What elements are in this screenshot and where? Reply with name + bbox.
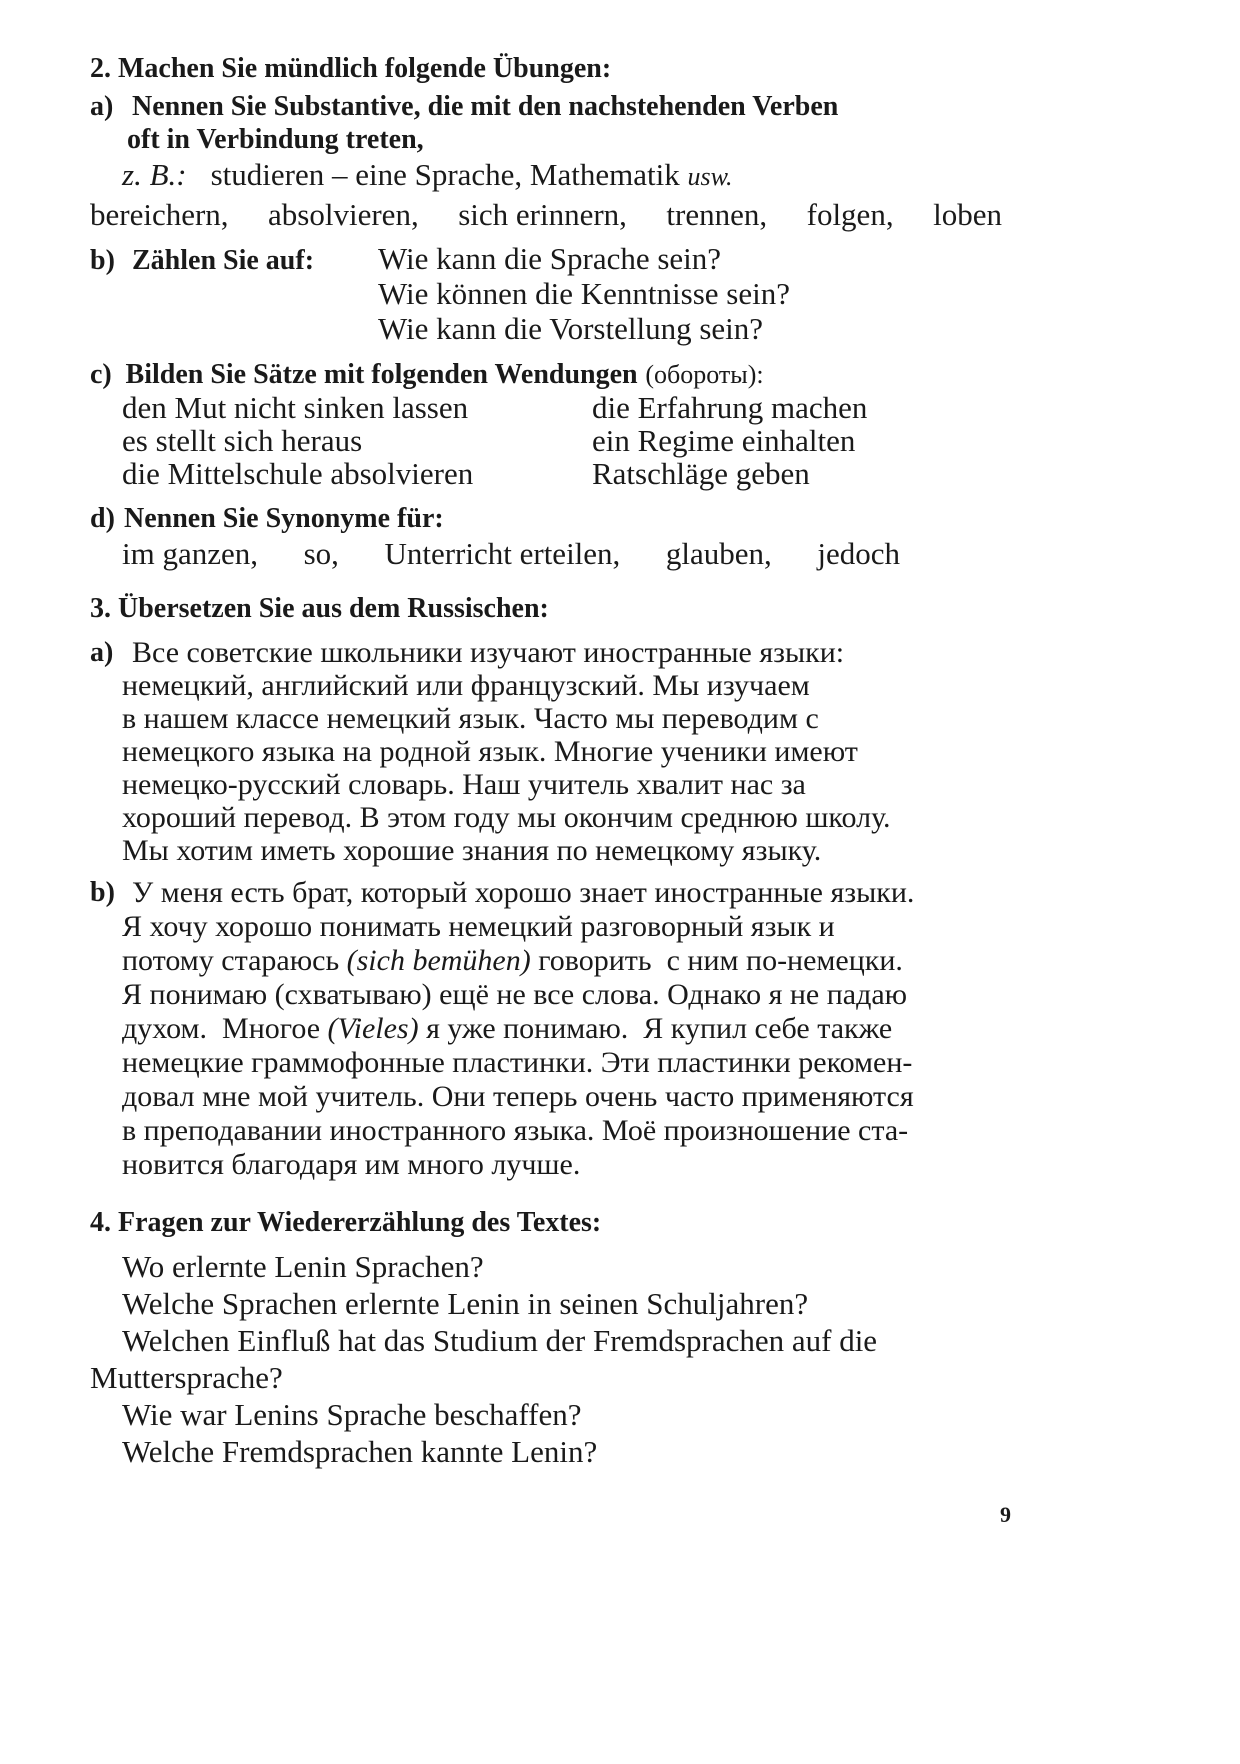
ex2a-example-suffix: usw. [687,162,733,191]
verb: bereichern, [90,197,229,232]
ex2a-example-text: studieren – eine Sprache, Mathematik [210,157,680,192]
question: Welchen Einfluß hat das Studium der Fremdsprachen auf die [122,1323,878,1358]
synonym-word: jedoch [817,536,900,571]
ex3b-german-hint: (sich bemühen) [346,944,531,977]
exercise-3-heading: 3. Übersetzen Sie aus dem Russischen: [90,593,549,624]
ex3b-line5-start: духом. Многое [122,1012,328,1045]
ex2a-verb-list [90,196,1002,234]
ex3b-line [122,1010,892,1048]
ex2a-example [122,156,733,196]
ex3b-line3-start: потому стараюсь [122,944,347,977]
ex2a-title-line2: oft in Verbindung treten, [127,124,424,155]
ex2b-question: Wie können die Kenntnisse sein? [378,276,790,311]
ex3b-line: Я понимаю (схватываю) ещё не все слова. Однако я не падаю [122,978,908,1011]
ex2b-question: Wie kann die Vorstellung sein? [378,311,764,346]
ex3a-line: немецко-русский словарь. Наш учитель хвалит нас за [122,768,806,801]
ex3b-line: немецкие граммофонные пластинки. Эти пластинки рекомен- [122,1046,913,1079]
ex3b-label: b) [90,877,115,908]
question: Welche Fremdsprachen kannte Lenin? [122,1434,598,1469]
page-number: 9 [1000,1502,1011,1527]
ex3a-line: в нашем классе немецкий язык. Часто мы переводим с [122,702,819,735]
ex2b-question: Wie kann die Sprache sein? [378,241,722,276]
ex3a-line: Все советские школьники изучают иностранные языки: [132,636,845,669]
ex3b-line5-end: я уже понимаю. Я купил себе также [418,1012,893,1045]
ex2c-title-ru: (обороты): [645,360,764,389]
ex3b-line [122,942,903,980]
question: Wie war Lenins Sprache beschaffen? [122,1397,582,1432]
synonym-word: glauben, [665,536,772,571]
verb: loben [933,197,1002,232]
ex2c-phrase: Ratschläge geben [592,456,810,491]
ex3a-line: Мы хотим иметь хорошие знания по немецкому языку. [122,834,822,867]
question-continuation: Muttersprache? [90,1360,283,1395]
ex3b-line: новится благодаря им много лучше. [122,1148,581,1181]
ex2c-phrase: die Mittelschule absolvieren [122,456,474,491]
ex2c-title: Bilden Sie Sätze mit folgenden Wendungen [125,359,638,390]
synonym-word: im ganzen, [122,536,259,571]
ex2b-label: b) [90,245,115,276]
synonym-word: Unterricht erteilen, [384,536,621,571]
ex3b-line: довал мне мой учитель. Они теперь очень часто применяются [122,1080,914,1113]
ex3b-line3-end: говорить с ним по-немецки. [530,944,903,977]
ex2a-example-prefix: z. B.: [122,157,187,192]
synonym-word: so, [303,536,339,571]
ex2c-phrase: ein Regime einhalten [592,423,856,458]
ex2d-label: d) [90,503,115,534]
ex3b-line: в преподавании иностранного языка. Моё произношение ста- [122,1114,909,1147]
ex3a-label: a) [90,637,114,668]
ex2a-title-line1: Nennen Sie Substantive, die mit den nachstehenden Verben [132,91,839,122]
exercise-4-heading: 4. Fragen zur Wiedererzählung des Textes: [90,1207,602,1238]
ex2c-phrase: die Erfahrung machen [592,390,868,425]
ex2a-label: a) [90,91,114,122]
verb: sich erinnern, [458,197,627,232]
ex2d-title: Nennen Sie Synonyme für: [124,503,444,534]
verb: trennen, [666,197,768,232]
verb: absolvieren, [268,197,419,232]
ex2c-phrase: den Mut nicht sinken lassen [122,390,469,425]
ex2c-phrase: es stellt sich heraus [122,423,363,458]
ex3a-line: немецкого языка на родной язык. Многие ученики имеют [122,735,858,768]
question: Welche Sprachen erlernte Lenin in seinen Schuljahren? [122,1286,809,1321]
ex2d-synonym-list [122,535,900,573]
ex3b-line: У меня есть брат, который хорошо знает иностранные языки. [132,876,915,909]
ex3b-line: Я хочу хорошо понимать немецкий разговорный язык и [122,910,835,943]
verb: folgen, [806,197,894,232]
ex2b-title: Zählen Sie auf: [132,245,315,276]
ex3a-line: немецкий, английский или французский. Мы изучаем [122,669,810,702]
ex3a-line: хороший перевод. В этом году мы окончим среднюю школу. [122,801,891,834]
ex2c-header [90,354,764,394]
question: Wo erlernte Lenin Sprachen? [122,1249,484,1284]
exercise-2-heading: 2. Machen Sie mündlich folgende Übungen: [90,53,612,84]
ex2c-label: c) [90,359,112,390]
ex3b-german-hint: (Vieles) [327,1012,419,1045]
